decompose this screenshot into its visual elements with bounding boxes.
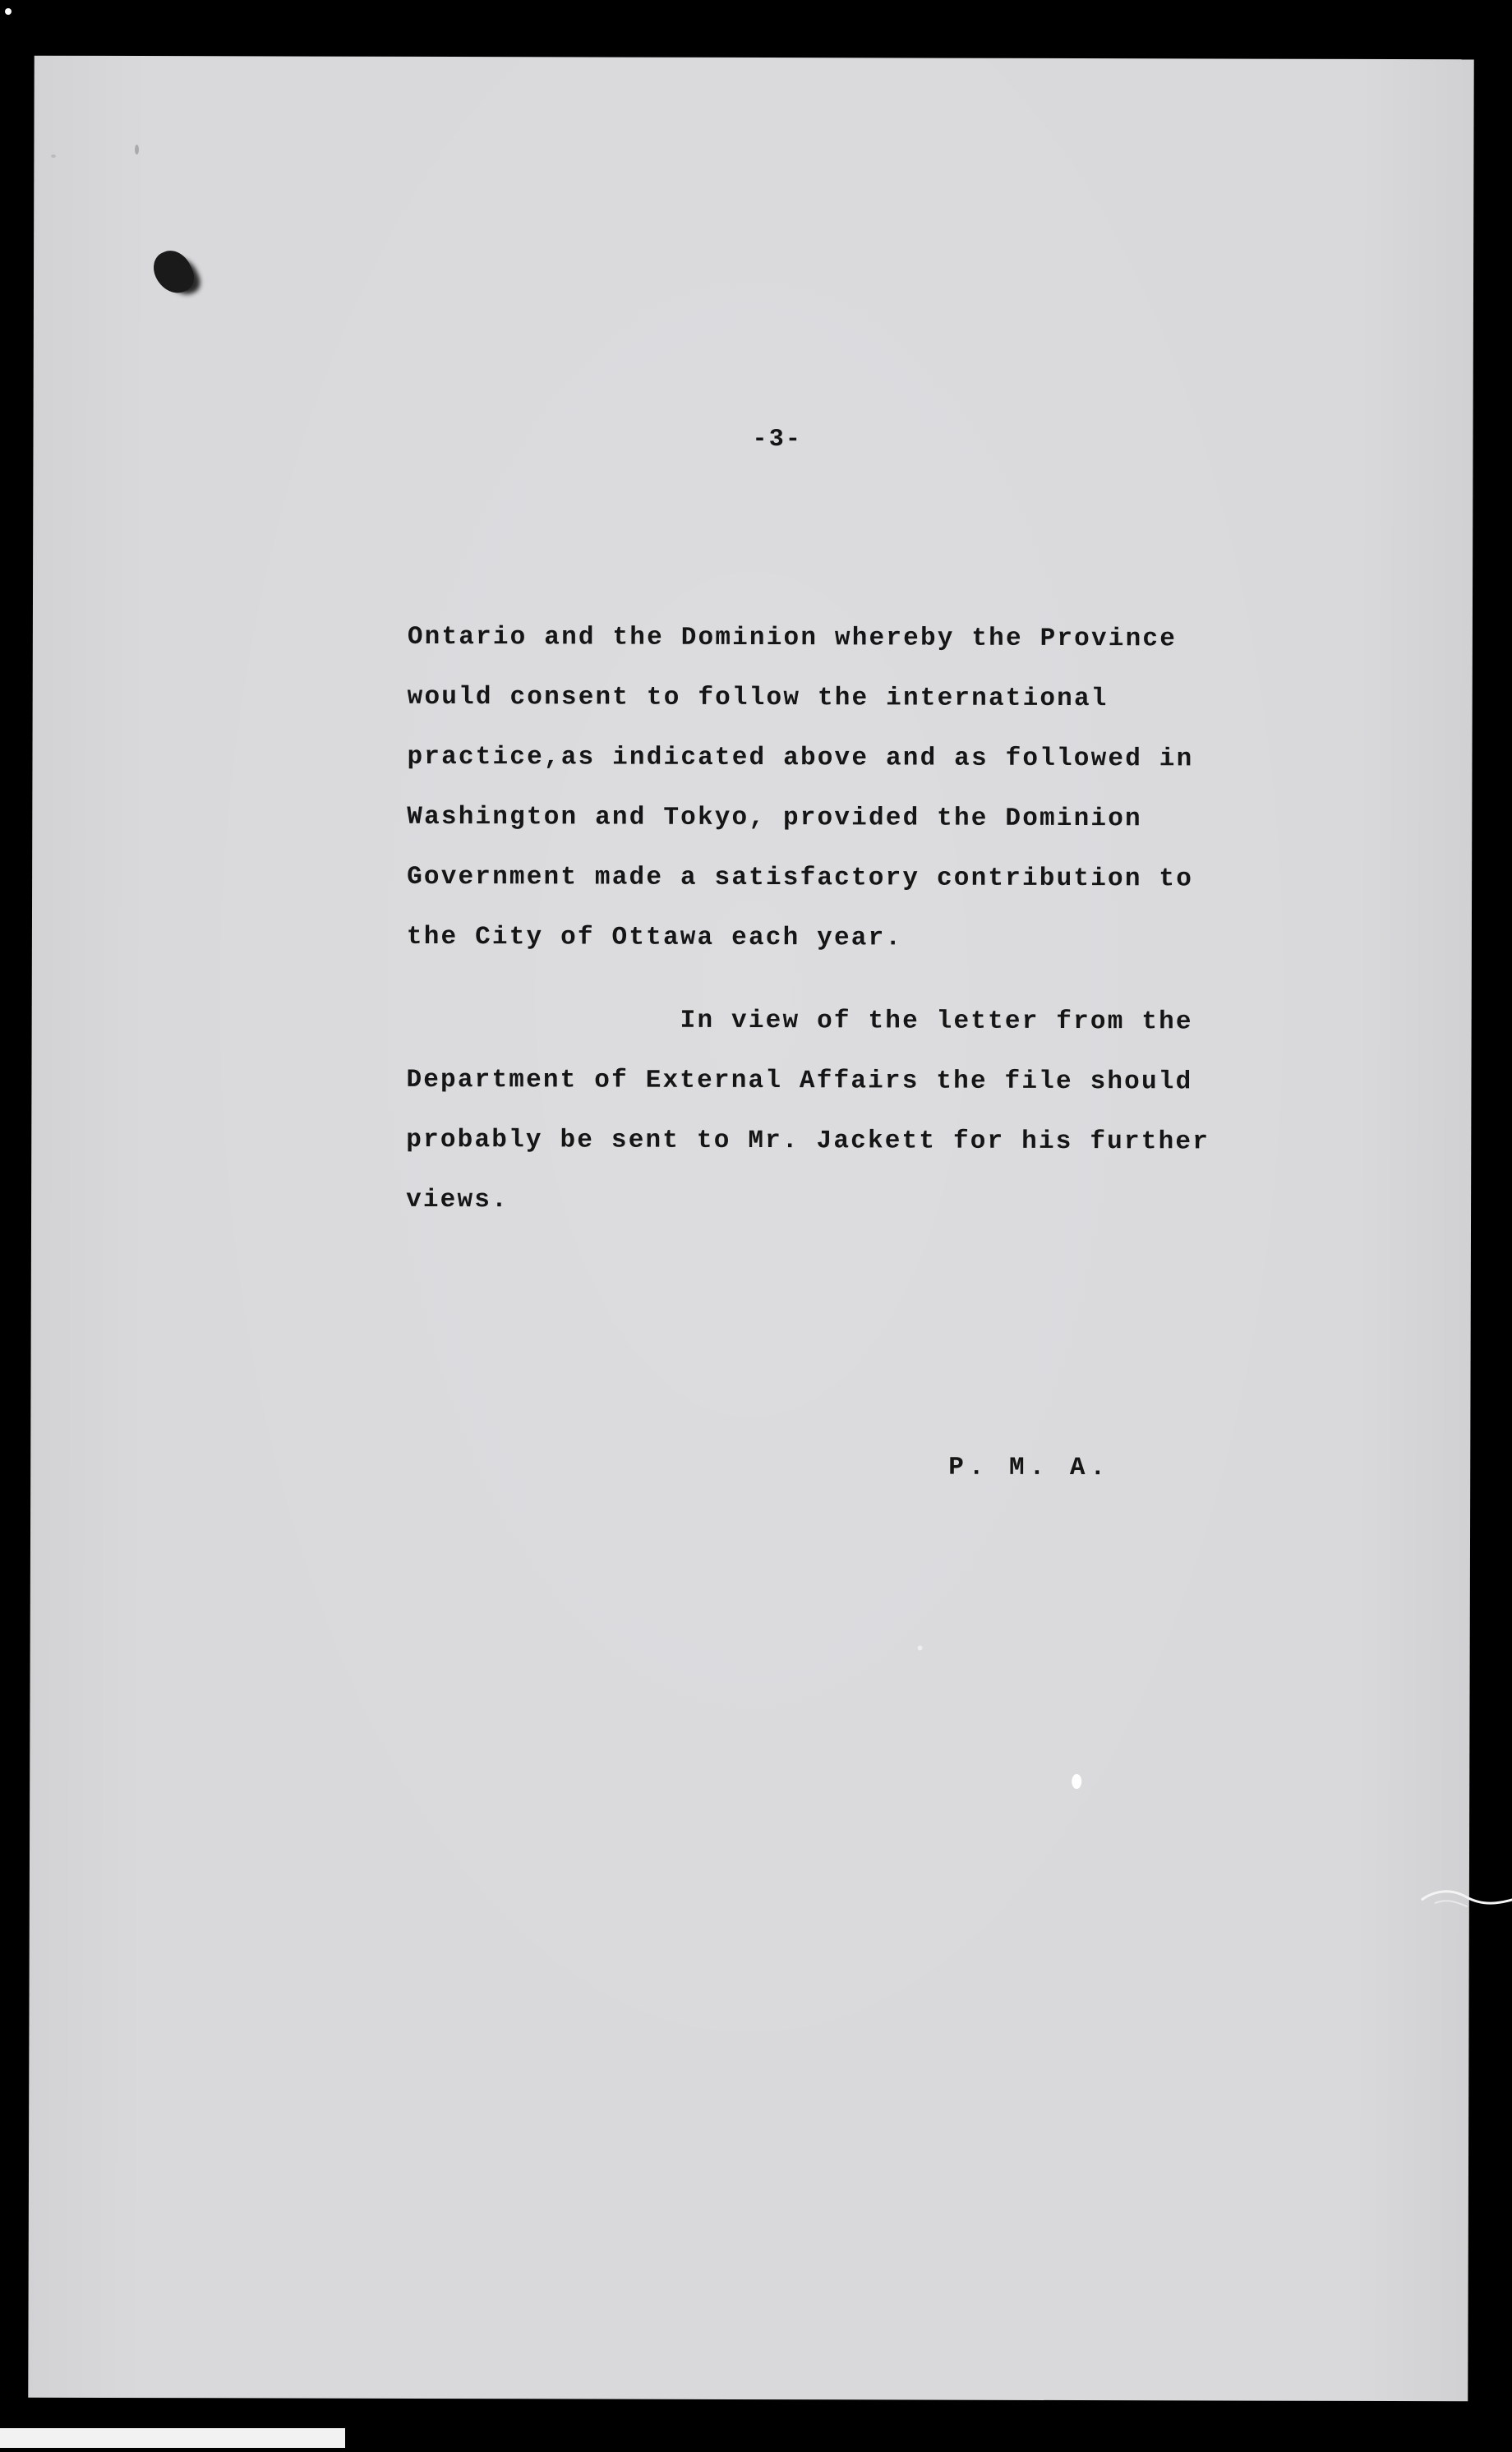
paper-sheet	[28, 56, 1473, 2402]
text-line: would consent to follow the international	[407, 682, 1109, 714]
scan-edge-strip	[0, 2428, 345, 2448]
paper-tear-fibre	[1418, 1882, 1512, 1915]
dust-speck	[135, 145, 139, 154]
text-line: Government made a satisfactory contribution to	[407, 862, 1194, 894]
text-line: the City of Ottawa each year.	[406, 922, 903, 953]
dust-speck	[5, 8, 12, 15]
text-line: In view of the letter from the	[680, 1006, 1193, 1037]
page-number: -3-	[752, 426, 803, 454]
text-line: Department of External Affairs the file should	[406, 1065, 1193, 1097]
signature-initials: P. M. A.	[948, 1453, 1111, 1483]
text-line: probably be sent to Mr. Jackett for his further	[406, 1125, 1210, 1157]
paragraph-1	[407, 607, 1344, 970]
text-line: Ontario and the Dominion whereby the Province	[407, 622, 1178, 654]
dust-speck	[51, 154, 56, 158]
text-line: practice,as indicated above and as followed in	[407, 742, 1194, 774]
ink-blot	[148, 244, 200, 299]
text-line: Washington and Tokyo, provided the Dominion	[407, 802, 1142, 834]
paragraph-2	[406, 990, 1360, 1233]
dust-speck	[918, 1646, 923, 1651]
dust-speck	[1072, 1774, 1081, 1789]
text-line: views.	[406, 1185, 509, 1215]
